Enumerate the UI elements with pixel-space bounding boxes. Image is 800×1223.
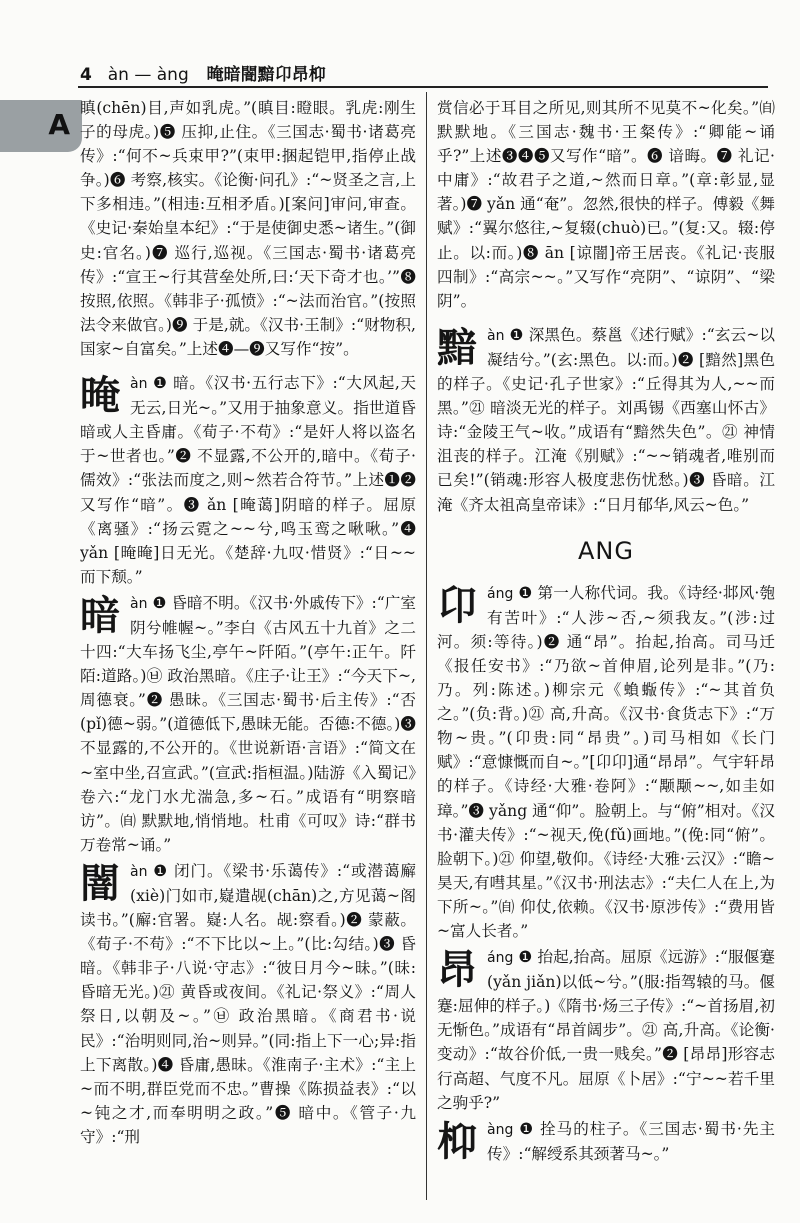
headword: 闇 bbox=[80, 859, 120, 907]
header-rule bbox=[78, 86, 768, 88]
entry-definition: ❶ 深黑色。蔡邕《述行赋》:“玄云~以凝结兮。”(玄:黑色。以:而。)❷ [黯然]黑色的样子。《史记·孔子世家》:“丘得其为人,~~而黑。”㉑ 暗淡无光的样子。刘禹锡《西塞山怀古》诗:“金陵王气~收。”成语有“黯然失色”。㉑ 神情沮丧的样子。江淹《别赋》:“~~销魂者,唯别而已矣!”(销魂:形容人极度悲伤忧愁。)❸ 昏暗。江淹《齐太祖高皇帝诔》:“日月郁华,风云~色。” bbox=[437, 325, 775, 514]
left-column bbox=[80, 96, 416, 1206]
entry-pinyin: àn bbox=[130, 595, 148, 612]
entry-pinyin: áng bbox=[487, 950, 514, 967]
continuation-text: 赏信必于耳目之所见,则其所不见莫不~化矣。”㉂ 默默地。《三国志·魏书·王粲传》:“卿能~诵乎?”上述❸❹❺又写作“暗”。❻ 谙晦。❼ 礼记·中庸》:“故君子之道,~然而日章。”(章:彰显,显著。)❼ yǎn 通“奄”。忽然,很快的样子。傅毅《舞赋》:“翼尔悠往,~复辍(chuò)已。”(复:又。辍:停止。以:而。)❽ ān [谅闇]帝王居丧。《礼记·丧服四制》:“高宗~~。”又写作“亮阴”、“谅阴”、“梁阴”。 bbox=[437, 99, 775, 310]
entry-pinyin: àn bbox=[130, 376, 148, 393]
entry-pinyin: àn bbox=[487, 327, 505, 344]
entry-definition: ❶ 暗。《汉书·五行志下》:“大风起,天无云,日光~。”又用于抽象意义。指世道昏暗或人主昏庸。《荀子·不苟》:“是奸人将以盗名于~世者也。”❷ 不显露,不公开的,暗中。《荀子·儒效》:“张法而度之,则~然若合符节。”上述❶❷又写作“暗”。❸ ǎn [晻蔼]阴暗的样子。屈原《离骚》:“扬云霓之~~兮,鸣玉鸾之啾啾。”❹ yǎn [晻晻]日无光。《楚辞·九叹·惜贤》:“日~~而下颓。” bbox=[80, 374, 416, 586]
section-heading: ANG bbox=[578, 536, 634, 565]
dictionary-entry bbox=[80, 591, 416, 857]
headword: 卬 bbox=[437, 581, 477, 629]
headword: 晻 bbox=[80, 372, 120, 420]
continuation-text: 瞋(chēn)目,声如乳虎。”(瞋目:瞪眼。乳虎:刚生子的母虎。)❺ 压抑,止住。《三国志·蜀书·诸葛亮传》:“何不~兵束甲?”(束甲:捆起铠甲,指停止战争。)❻ 考察,核实。《论衡·问孔》:“~贤圣之言,上下多相违。”(相违:互相矛盾。)[案问]审问,审查。《史记·秦始皇本纪》:“于是使御史悉~诸生。”(御史:官名。)❼ 巡行,巡视。《三国志·蜀书·诸葛亮传》:“宣王~行其营垒处所,曰:‘天下奇才也。’”❽ 按照,依照。《韩非子·孤愤》:“~法而治官。”(按照法令来做官。)❾ 于是,就。《汉书·王制》:“财物积,国家~自富矣。”上述❹—❾又写作“按”。 bbox=[80, 99, 416, 358]
dictionary-entry bbox=[80, 859, 416, 1149]
entry-pinyin: àng bbox=[487, 1121, 514, 1138]
entry-pinyin: áng bbox=[487, 585, 514, 602]
dictionary-entry bbox=[80, 371, 416, 589]
right-column bbox=[437, 96, 775, 1206]
pinyin-range: àn — àng bbox=[107, 65, 189, 85]
entry-definition: ❶ 闭门。《梁书·乐蔼传》:“或潜蔼廨(xiè)门如市,嶷遣觇(chān)之,方见蔼~阁读书。”(廨:官署。嶷:人名。觇:察看。)❷ 蒙蔽。《荀子·不苟》:“不下比以~上。”(比:勾结。)❸ 昏暗。《韩非子·八说·守志》:“彼日月今~昧。”(昧:昏暗无光。)㉑ 黄昏或夜间。《礼记·祭义》:“周人祭日,以朝及~。”㉥ 政治黑暗。《商君书·说民》:“治明则同,治~则异。”(同:指上下一心;异:指上下离散。)❹ 昏庸,愚昧。《淮南子·主术》:“主上~而不明,群臣党而不忠。”曹操《陈损益表》:“以~钝之才,而奉明明之政。”❺ 暗中。《管子·九守》:“刑 bbox=[80, 861, 416, 1146]
entry-definition: ❶ 拴马的柱子。《三国志·蜀书·先主传》:“解绶系其颈著马~。” bbox=[487, 1119, 775, 1163]
dictionary-entry bbox=[437, 945, 775, 1115]
page-number: 4 bbox=[80, 65, 92, 85]
entry-definition: ❶ 昏暗不明。《汉书·外戚传下》:“广室阴兮帷幄~。”李白《古风五十九首》之二十四:“大车扬飞尘,亭午~阡陌。”(亭午:正午。阡陌:道路。)㉥ 政治黑暗。《庄子·让王》:“今天下~,周德衰。”❷ 愚昧。《三国志·蜀书·后主传》:“否(pǐ)德~弱。”(道德低下,愚昧无能。否德:不德。)❸ 不显露的,不公开的。《世说新语·言语》:“简文在~室中坐,召宣武。”(宣武:指桓温。)陆游《入蜀记》卷六:“龙门水尤湍急,多~石。”成语有“明察暗访”。㉂ 默默地,悄悄地。杜甫《可叹》诗:“群书万卷常~诵。” bbox=[80, 593, 416, 854]
dictionary-entry bbox=[437, 581, 775, 943]
dictionary-entry bbox=[437, 323, 775, 517]
headword: 黯 bbox=[437, 323, 477, 371]
entry-definition: ❶ 第一人称代词。我。《诗经·邶风·匏有苦叶》:“人涉~否,~须我友。”(涉:过河。须:等待。)❷ 通“昂”。抬起,抬高。司马迁《报任安书》:“乃欲~首伸眉,论列是非。”(乃:乃。列:陈述。)柳宗元《蝜蝂传》:“~其首负之。”(负:背。)㉑ 高,升高。《汉书·食货志下》:“万物~贵。”(卬贵:同“昂贵”。)司马相如《长门赋》:“意慷慨而自~。”[卬卬]通“昂昂”。气宇轩昂的样子。《诗经·大雅·卷阿》:“颙颙~~,如圭如璋。”❸ yǎng 通“仰”。脸朝上。与“俯”相对。《汉书·灌夫传》:“~视天,俛(fǔ)画地。”(俛:同“俯”。脸朝下。)㉑ 仰望,敬仰。《诗经·大雅·云汉》:“瞻~昊天,有嘒其星。”《汉书·刑法志》:“夫仁人在上,为下所~。”㉂ 仰仗,依赖。《汉书·原涉传》:“费用皆~富人长者。” bbox=[437, 583, 775, 940]
entry-definition: ❶ 抬起,抬高。屈原《远游》:“服偃蹇(yǎn jiǎn)以低~兮。”(服:指驾辕的马。偃蹇:屈伸的样子。)《隋书·炀三子传》:“~首扬眉,初无惭色。”成语有“昂首阔步”。㉑ 高,升高。《论衡·变动》:“故谷价低,一贵一贱矣。”❷ [昂昂]形容志行高超、气度不凡。屈原《卜居》:“宁~~若千里之驹乎?” bbox=[437, 948, 775, 1112]
dictionary-entry bbox=[437, 1117, 775, 1166]
running-header bbox=[80, 60, 326, 85]
headword: 昂 bbox=[437, 946, 477, 994]
column-divider bbox=[426, 92, 427, 1200]
entry-pinyin: àn bbox=[130, 863, 148, 880]
header-headwords: 晻暗闇黯卬昂枊 bbox=[206, 65, 326, 85]
headword: 暗 bbox=[80, 591, 120, 639]
headword: 枊 bbox=[437, 1117, 477, 1165]
section-thumb-tab bbox=[0, 100, 82, 152]
section-tab-letter: A bbox=[48, 108, 70, 141]
